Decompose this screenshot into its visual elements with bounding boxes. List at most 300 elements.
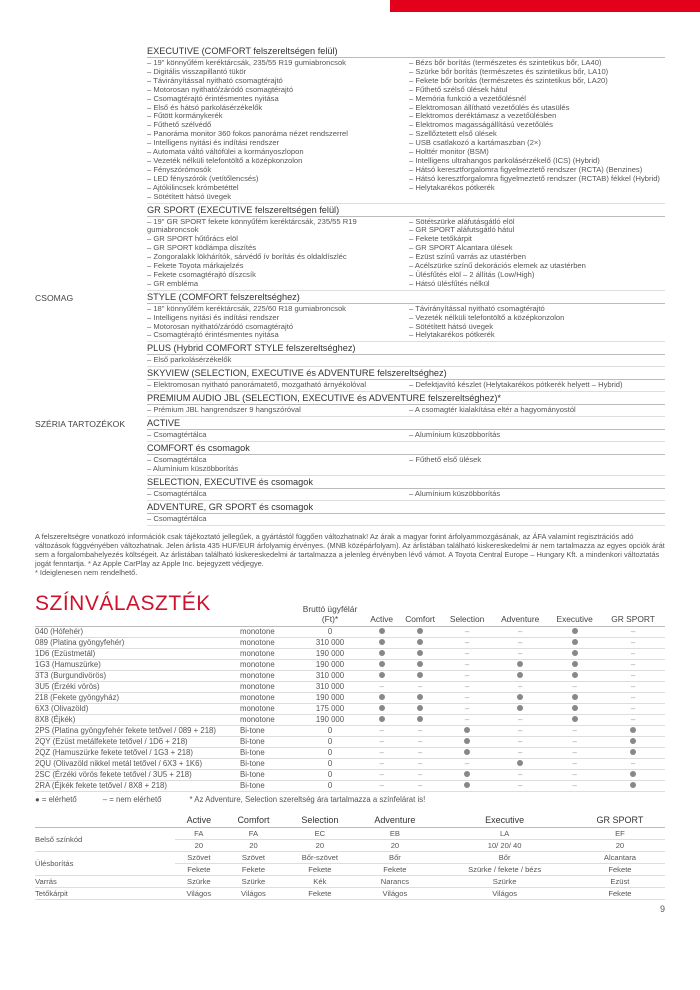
interior-value: Világos [355, 887, 434, 899]
interior-value: Fekete [175, 863, 223, 875]
interior-value: Fekete [575, 887, 665, 899]
header-color-name [35, 604, 240, 627]
header-grade: Active [365, 604, 398, 627]
feature-item: – GR embléma [147, 278, 199, 288]
color-name: 2QU (Olivazöld nikkel metál tetővel / 6X3 + 1K6) [35, 758, 240, 769]
spec-section [35, 442, 665, 476]
header-grade: GR SPORT [575, 815, 665, 828]
availability-cell [365, 780, 398, 791]
section-label: CSOMAG [35, 292, 74, 303]
unavailable-dash-icon: – [518, 648, 523, 658]
table-row [35, 626, 665, 637]
feature-item: – 19" GR SPORT fekete könnyűfém keréktárcsák, 235/55 R19 gumiabroncsok [147, 216, 357, 235]
paint-type: Bi-tone [240, 725, 295, 736]
availability-cell [492, 714, 548, 725]
availability-cell [442, 670, 492, 681]
interior-value: Bőr [355, 851, 434, 863]
header-accent-bar [390, 0, 700, 12]
color-name: 3T3 (Burgundivörös) [35, 670, 240, 681]
availability-cell [398, 670, 442, 681]
section-body [147, 489, 665, 501]
feature-item: – Sötétszürke aláfutásgátló elöl [409, 216, 515, 226]
available-dot-icon [517, 672, 523, 678]
availability-cell [398, 725, 442, 736]
color-name: 089 (Platina gyöngyfehér) [35, 637, 240, 648]
available-dot-icon [572, 716, 578, 722]
spec-section [35, 204, 665, 291]
feature-item: – Első és hátsó parkolásérzékelők [147, 102, 263, 112]
row-label: Ülésborítás [35, 851, 175, 875]
available-dot-icon [630, 738, 636, 744]
paint-type: monotone [240, 637, 295, 648]
color-name: 1D6 (Ezüstmetál) [35, 648, 240, 659]
table-row [35, 747, 665, 758]
availability-cell [365, 736, 398, 747]
availability-cell [398, 769, 442, 780]
available-dot-icon [630, 782, 636, 788]
table-row [35, 703, 665, 714]
paint-type: Bi-tone [240, 780, 295, 791]
header-grade: GR SPORT [601, 604, 665, 627]
unavailable-dash-icon: – [518, 681, 523, 691]
header-grade: Selection [284, 815, 355, 828]
feature-item: – Fényszórómosók [147, 164, 212, 174]
paint-type: monotone [240, 670, 295, 681]
legend-unavailable: – = nem elérhető [102, 794, 162, 804]
availability-cell [601, 637, 665, 648]
page-number: 9 [659, 903, 665, 914]
paint-type: Bi-tone [240, 747, 295, 758]
feature-item: – Panoráma monitor 360 fokos panoráma nézet rendszerrel [147, 129, 348, 139]
availability-cell [548, 769, 601, 780]
price: 0 [295, 626, 365, 637]
table-row [35, 769, 665, 780]
section-title: SKYVIEW (SELECTION, EXECUTIVE és ADVENTURE felszereltséghez) [147, 367, 665, 380]
interior-value: 20 [355, 839, 434, 851]
availability-cell [442, 747, 492, 758]
availability-cell [492, 681, 548, 692]
availability-cell [442, 703, 492, 714]
left-column [147, 515, 409, 524]
availability-cell [398, 626, 442, 637]
spec-section [35, 501, 665, 526]
interior-value: EB [355, 827, 434, 839]
unavailable-dash-icon: – [464, 692, 470, 702]
table-row [35, 851, 665, 863]
availability-cell [601, 648, 665, 659]
availability-cell [442, 626, 492, 637]
interior-value: Fekete [575, 863, 665, 875]
feature-item: – Fűthető szélvédő [147, 120, 212, 130]
available-dot-icon [417, 628, 423, 634]
interior-value: Szürke [434, 875, 574, 887]
available-dot-icon [379, 694, 385, 700]
feature-item: – Zongoralakk lökhárítók, sárvédő ív borítás és oldaldíszléc [147, 252, 347, 262]
unavailable-dash-icon: – [630, 659, 636, 669]
feature-item: – Intelligens nyitási és indítási rendszer [147, 312, 280, 322]
interior-value: FA [175, 827, 223, 839]
interior-value: 20 [575, 839, 665, 851]
table-row [35, 875, 665, 887]
price: 190 000 [295, 648, 365, 659]
feature-item: – Ezüst színű varrás az utastérben [409, 252, 526, 262]
unavailable-dash-icon: – [417, 725, 423, 735]
availability-cell [601, 670, 665, 681]
available-dot-icon [417, 639, 423, 645]
feature-item: – Sötétített hátsó üvegek [147, 191, 232, 201]
price: 0 [295, 758, 365, 769]
unavailable-dash-icon: – [630, 758, 636, 768]
paint-type: monotone [240, 659, 295, 670]
availability-cell [601, 769, 665, 780]
interior-value: 20 [284, 839, 355, 851]
interior-value: Bőr [434, 851, 574, 863]
interior-value: Szövet [175, 851, 223, 863]
feature-item: – Elektromosan nyitható panorámatető, mozgatható árnyékolóval [147, 380, 367, 390]
unavailable-dash-icon: – [464, 758, 470, 768]
availability-cell [365, 659, 398, 670]
unavailable-dash-icon: – [464, 681, 470, 691]
feature-item: – Szellőztetett első ülések [409, 129, 497, 139]
color-name: 3U5 (Érzéki vörös) [35, 681, 240, 692]
availability-cell [548, 725, 601, 736]
header-blank [35, 815, 175, 828]
paint-type: monotone [240, 648, 295, 659]
feature-item: – Fekete bőr borítás (természetes és szintetikus bőr, LA20) [409, 75, 608, 85]
paint-type: monotone [240, 703, 295, 714]
price: 310 000 [295, 637, 365, 648]
price: 190 000 [295, 659, 365, 670]
row-label: Belső színkód [35, 827, 175, 851]
unavailable-dash-icon: – [630, 648, 636, 658]
section-body [147, 217, 665, 291]
page-content [35, 45, 665, 914]
unavailable-dash-icon: – [630, 703, 636, 713]
left-column [147, 431, 409, 440]
unavailable-dash-icon: – [417, 747, 423, 757]
availability-cell [548, 626, 601, 637]
feature-item: – GR SPORT aláfutsgátló hátul [409, 225, 515, 235]
availability-cell [442, 725, 492, 736]
unavailable-dash-icon: – [379, 758, 384, 768]
equipment-spec-list [35, 45, 665, 526]
table-row [35, 692, 665, 703]
available-dot-icon [379, 705, 385, 711]
header-price: Bruttó ügyfélár (Ft)* [295, 604, 365, 627]
price: 0 [295, 769, 365, 780]
left-column [147, 490, 409, 499]
availability-cell [398, 736, 442, 747]
feature-item: – Intelligens nyitási és indítási rendszer [147, 138, 280, 148]
right-column [409, 305, 665, 341]
availability-cell [398, 747, 442, 758]
price: 310 000 [295, 681, 365, 692]
availability-cell [398, 703, 442, 714]
feature-item: – Csomagtérajtó érintésmentes nyitása [147, 93, 279, 103]
feature-item: – Csomagtértálca [147, 455, 207, 464]
feature-item: – Ajtókilincsek krómbetéttel [147, 182, 239, 192]
availability-cell [548, 736, 601, 747]
availability-cell [492, 637, 548, 648]
header-grade: Comfort [223, 815, 285, 828]
availability-cell [398, 637, 442, 648]
section-title: ADVENTURE, GR SPORT és csomagok [147, 501, 665, 514]
feature-item: – Elektromos magasságállítású vezetőülés [409, 120, 553, 130]
available-dot-icon [379, 650, 385, 656]
availability-cell [492, 648, 548, 659]
right-column [409, 218, 665, 289]
availability-cell [365, 769, 398, 780]
feature-item: – Automata váltó váltófülei a kormányoszlopon [147, 147, 304, 157]
unavailable-dash-icon: – [417, 758, 423, 768]
interior-value: Alcantara [575, 851, 665, 863]
availability-cell [601, 725, 665, 736]
left-column [147, 59, 409, 202]
interior-value: Fekete [284, 863, 355, 875]
feature-item: – Prémium JBL hangrendszer 9 hangszóróval [147, 405, 301, 415]
availability-cell [492, 703, 548, 714]
left-column [147, 218, 409, 289]
price: 0 [295, 780, 365, 791]
availability-cell [365, 681, 398, 692]
header-grade: Executive [548, 604, 601, 627]
header-grade: Executive [434, 815, 574, 828]
availability-cell [398, 758, 442, 769]
availability-cell [492, 626, 548, 637]
unavailable-dash-icon: – [417, 681, 423, 691]
available-dot-icon [630, 771, 636, 777]
availability-cell [548, 637, 601, 648]
paint-type: monotone [240, 681, 295, 692]
availability-cell [548, 648, 601, 659]
availability-cell [492, 780, 548, 791]
available-dot-icon [572, 694, 578, 700]
feature-item: – Digitális visszapillantó tükör [147, 66, 247, 76]
unavailable-dash-icon: – [630, 714, 636, 724]
feature-item: – Fűthető első ülések [409, 455, 482, 464]
price: 0 [295, 725, 365, 736]
color-name: 8X8 (Éjkék) [35, 714, 240, 725]
feature-item: – LED fényszórók (vetítőlencsés) [147, 173, 259, 183]
table-row [35, 714, 665, 725]
right-column [409, 490, 665, 499]
feature-item: – 18" könnyűfém keréktárcsák, 225/60 R18 gumiabroncsok [147, 303, 346, 313]
available-dot-icon [630, 727, 636, 733]
interior-value: 20 [223, 839, 285, 851]
section-body [147, 430, 665, 442]
interior-table [35, 815, 665, 900]
feature-item: – Motorosan nyitható/záródó csomagtérajtó [147, 84, 294, 94]
right-column [409, 406, 665, 415]
availability-cell [365, 648, 398, 659]
available-dot-icon [417, 716, 423, 722]
section-body [147, 405, 665, 417]
section-title: PLUS (Hybrid COMFORT STYLE felszereltséghez) [147, 342, 665, 355]
feature-item: – Fűthető szélső ülések hátul [409, 84, 508, 94]
feature-item: – Holttér monitor (BSM) [409, 147, 489, 157]
feature-item: – Alumínium küszöbborítás [147, 463, 239, 473]
available-dot-icon [517, 760, 523, 766]
feature-item: – Helytakarékos pótkerék [409, 330, 495, 340]
price: 0 [295, 747, 365, 758]
paint-type: monotone [240, 692, 295, 703]
right-column [409, 356, 665, 365]
row-label: Tetőkárpit [35, 887, 175, 899]
unavailable-dash-icon: – [518, 725, 523, 735]
availability-cell [442, 758, 492, 769]
color-name: 1G3 (Hamuszürke) [35, 659, 240, 670]
paint-type: monotone [240, 626, 295, 637]
available-dot-icon [572, 672, 578, 678]
available-dot-icon [464, 771, 470, 777]
interior-value: FA [223, 827, 285, 839]
unavailable-dash-icon: – [518, 747, 523, 757]
unavailable-dash-icon: – [630, 692, 636, 702]
availability-cell [442, 714, 492, 725]
available-dot-icon [464, 749, 470, 755]
section-body [147, 380, 665, 392]
unavailable-dash-icon: – [464, 714, 470, 724]
interior-value: Kék [284, 875, 355, 887]
feature-item: – Csomagtértálca [147, 488, 207, 498]
availability-cell [548, 670, 601, 681]
available-dot-icon [464, 738, 470, 744]
availability-cell [492, 692, 548, 703]
unavailable-dash-icon: – [572, 758, 577, 768]
availability-cell [365, 670, 398, 681]
feature-item: – Elektromos deréktámasz a vezetőülésben [409, 111, 557, 121]
available-dot-icon [379, 639, 385, 645]
unavailable-dash-icon: – [379, 725, 384, 735]
interior-value: EF [575, 827, 665, 839]
availability-cell [492, 725, 548, 736]
unavailable-dash-icon: – [630, 637, 636, 647]
footnote-text: A felszereltségre vonatkozó információk csak tájékoztató jellegűek, a gyártástól függően változhatnak! Az árak a magyar forint árfolyammozgásának, az ÁFA valamint regisztrációs adó változások függvényében változhatnak. Jelen árlista 435 HUF/EUR árfolyamig érvényes. (MNB középárfolyam). Az árlistában található kiskereskedelmi ár nem tartalmazza az egyes opciók árát sem a forgalombahelyezés költségeit. Az árlistában található kiskereskedelmi ár tartalmazza a jelenleg érvényben lévő vámot. A Toyota Central Europe – Hungary Kft. a mindenkori változtatás jogát fenntartja. * Az Apple CarPlay az Apple Inc. bejegyzett védjegye. [35, 531, 665, 569]
unavailable-dash-icon: – [630, 681, 636, 691]
availability-cell [442, 659, 492, 670]
feature-item: – Távirányítással nyitható csomagtérajtó [147, 75, 283, 85]
header-type [240, 604, 295, 627]
availability-cell [601, 626, 665, 637]
unavailable-dash-icon: – [379, 747, 384, 757]
feature-item: – A csomagtér kialakítása eltér a hagyományostól [409, 405, 576, 415]
availability-cell [548, 747, 601, 758]
unavailable-dash-icon: – [518, 769, 523, 779]
availability-cell [492, 670, 548, 681]
interior-value: Fekete [284, 887, 355, 899]
available-dot-icon [379, 628, 385, 634]
color-name: 218 (Fekete gyöngyház) [35, 692, 240, 703]
availability-cell [442, 736, 492, 747]
availability-cell [442, 780, 492, 791]
table-row [35, 736, 665, 747]
availability-cell [398, 692, 442, 703]
unavailable-dash-icon: – [572, 736, 577, 746]
price: 190 000 [295, 692, 365, 703]
availability-cell [548, 692, 601, 703]
feature-item: – Hátsó ülésfűtés nélkül [409, 278, 490, 288]
header-grade: Active [175, 815, 223, 828]
availability-cell [365, 714, 398, 725]
unavailable-dash-icon: – [518, 714, 523, 724]
availability-cell [398, 714, 442, 725]
footnote [35, 532, 665, 578]
interior-value: Ezüst [575, 875, 665, 887]
table-row [35, 670, 665, 681]
feature-item: – Csomagtértálca [147, 513, 207, 523]
feature-item: – Alumínium küszöbborítás [409, 488, 501, 498]
spec-section [35, 342, 665, 367]
spec-section [35, 476, 665, 501]
table-row [35, 827, 665, 839]
available-dot-icon [572, 639, 578, 645]
section-body [147, 304, 665, 343]
availability-cell [492, 758, 548, 769]
table-row [35, 659, 665, 670]
available-dot-icon [630, 749, 636, 755]
availability-cell [601, 780, 665, 791]
interior-value: Fekete [223, 863, 285, 875]
availability-cell [601, 703, 665, 714]
spec-section [35, 45, 665, 204]
section-title-colors: SZÍNVÁLASZTÉK [35, 591, 211, 615]
feature-item: – Szürke bőr borítás (természetes és szintetikus bőr, LA10) [409, 66, 609, 76]
interior-value: Szürke / fekete / bézs [434, 863, 574, 875]
interior-value: EC [284, 827, 355, 839]
feature-item: – USB csatlakozó a kartámaszban (2×) [409, 138, 541, 148]
feature-item: – GR SPORT Alcantara ülések [409, 243, 513, 253]
feature-item: – Csomagtértálca [147, 430, 207, 440]
color-legend [35, 795, 665, 805]
availability-cell [398, 780, 442, 791]
feature-item: – 19" könnyűfém keréktárcsák, 235/55 R19 gumiabroncsok [147, 58, 346, 67]
interior-value: Világos [175, 887, 223, 899]
availability-cell [548, 681, 601, 692]
availability-cell [601, 747, 665, 758]
interior-value: LA [434, 827, 574, 839]
unavailable-dash-icon: – [417, 769, 423, 779]
table-row [35, 758, 665, 769]
interior-value: Narancs [355, 875, 434, 887]
section-title: STYLE (COMFORT felszereltséghez) [147, 291, 665, 304]
color-name: 2PS (Platina gyöngyfehér fekete tetővel / 089 + 218) [35, 725, 240, 736]
section-body [147, 58, 665, 204]
section-title: COMFORT és csomagok [147, 442, 665, 455]
availability-cell [442, 692, 492, 703]
unavailable-dash-icon: – [518, 626, 523, 636]
availability-cell [492, 736, 548, 747]
feature-item: – Sötétített hátsó üvegek [409, 321, 494, 331]
unavailable-dash-icon: – [518, 637, 523, 647]
available-dot-icon [379, 716, 385, 722]
availability-cell [442, 769, 492, 780]
right-column [409, 431, 665, 440]
available-dot-icon [417, 694, 423, 700]
color-name: 040 (Hófehér) [35, 626, 240, 637]
available-dot-icon [417, 705, 423, 711]
interior-value: Szürke [223, 875, 285, 887]
available-dot-icon [464, 727, 470, 733]
feature-item: – Helytakarékos pótkerék [409, 182, 495, 192]
available-dot-icon [517, 705, 523, 711]
table-row [35, 637, 665, 648]
interior-value: Világos [223, 887, 285, 899]
unavailable-dash-icon: – [464, 670, 470, 680]
feature-item: – Hátsó keresztforgalomra figyelmeztető rendszer (RCTAB) fékkel (Hybrid) [409, 173, 660, 183]
table-row [35, 725, 665, 736]
section-body [147, 355, 665, 367]
unavailable-dash-icon: – [417, 736, 423, 746]
